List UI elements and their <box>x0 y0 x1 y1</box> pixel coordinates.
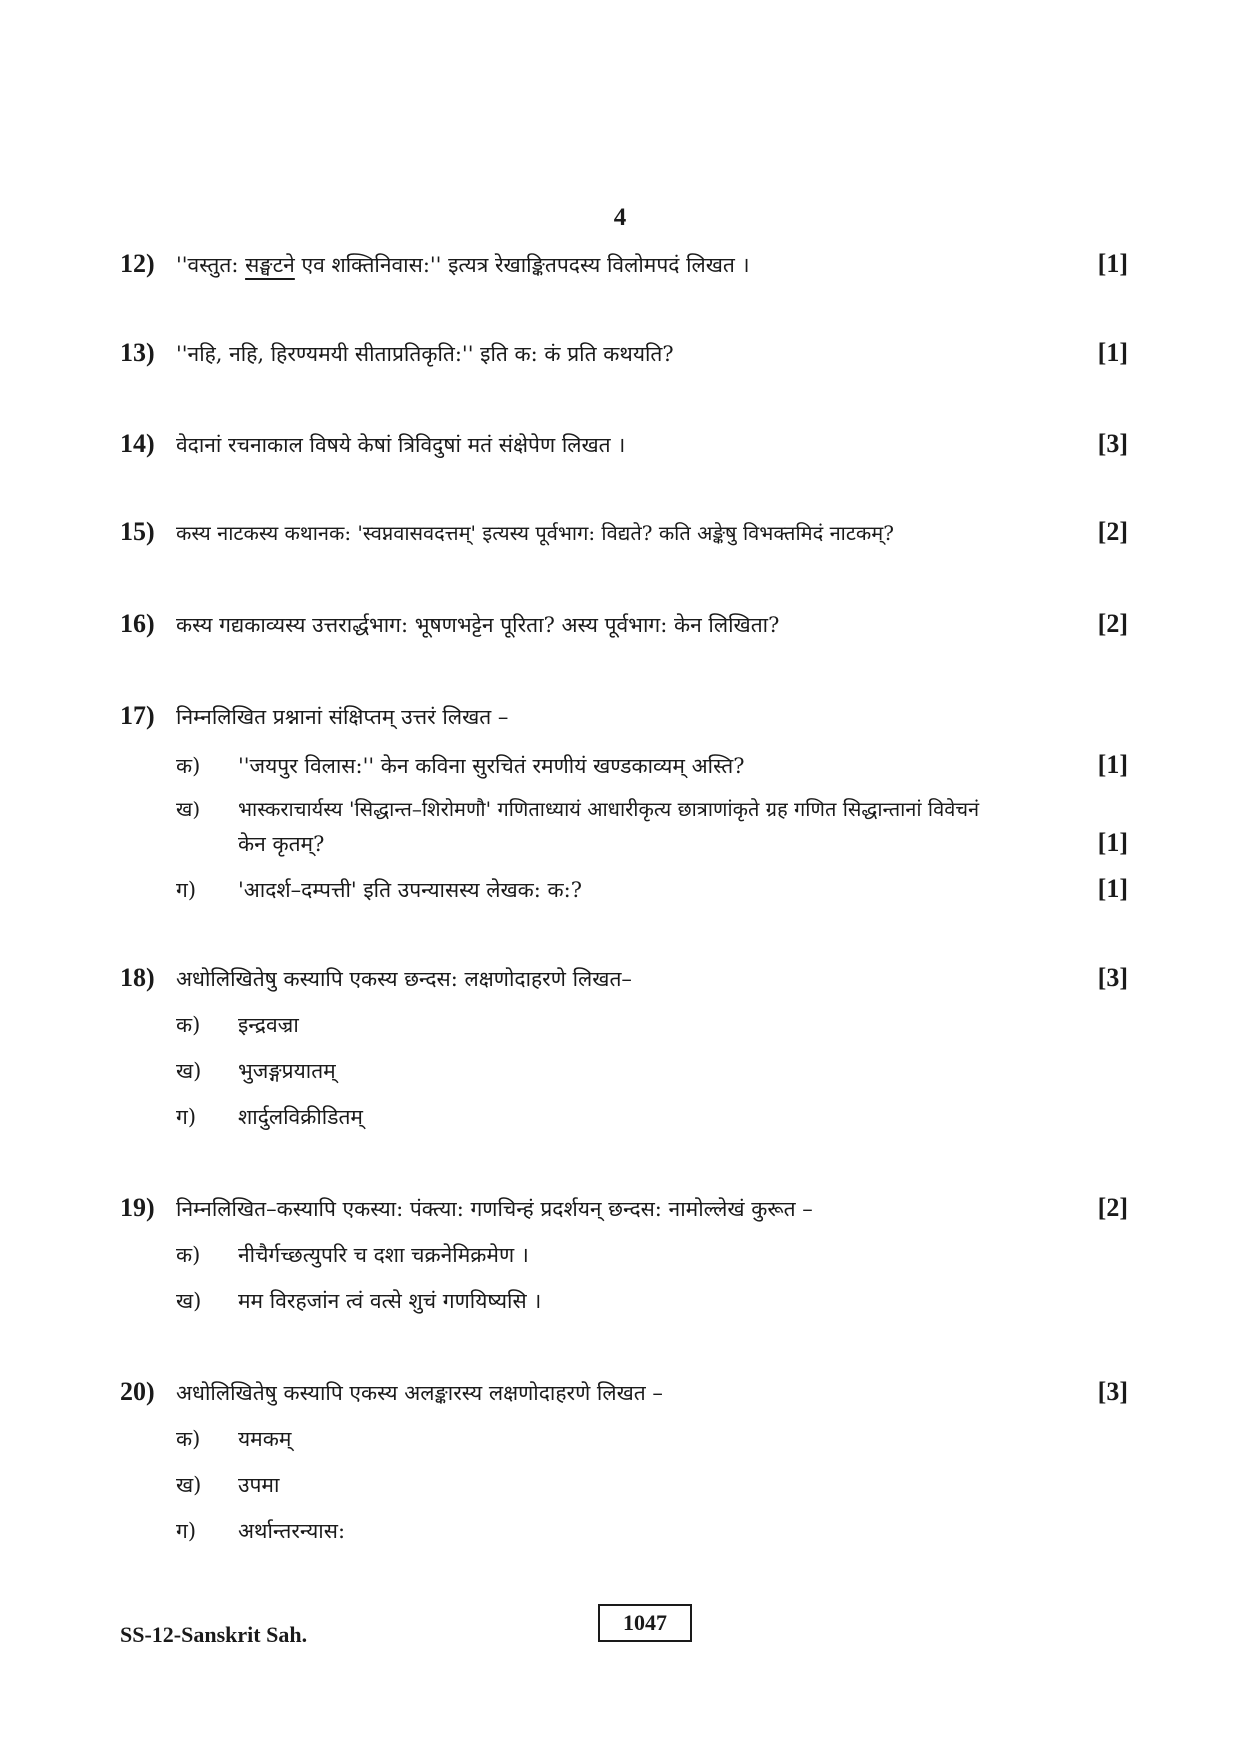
sub-text: उपमा <box>238 1473 280 1497</box>
page-code-box: 1047 <box>598 1604 692 1642</box>
question-text: निम्नलिखित प्रश्नानां संक्षिप्तम् उत्तरं लिखत – <box>176 705 509 729</box>
question-number: 20) <box>120 1377 155 1406</box>
marks: [1] <box>1097 828 1128 857</box>
question-text: कस्य गद्यकाव्यस्य उत्तरार्द्धभाग: भूषणभट्टेन पूरिता? अस्य पूर्वभाग: केन लिखिता? <box>176 613 780 637</box>
marks: [2] <box>1097 609 1128 638</box>
sub-label: ख) <box>176 797 201 821</box>
sub-label: क) <box>176 1243 201 1267</box>
question-number: 17) <box>120 701 155 730</box>
question-13 <box>120 337 1128 370</box>
sub-text: केन कृतम्? <box>238 832 325 856</box>
question-number: 19) <box>120 1193 155 1222</box>
sub-text: 'आदर्श–दम्पत्ती' इति उपन्यासस्य लेखक: क:? <box>238 878 582 902</box>
question-20 <box>120 1376 1128 1409</box>
question-14 <box>120 428 1128 461</box>
sub-text: अर्थान्तरन्यास: <box>238 1519 346 1543</box>
question-number: 18) <box>120 963 155 992</box>
question-text-part: एव शक्तिनिवास:'' इत्यत्र रेखाङ्कितपदस्य विलोमपदं लिखत । <box>294 253 750 277</box>
sub-text: शार्दुलविक्रीडितम् <box>238 1105 363 1129</box>
sub-question <box>176 1054 1128 1088</box>
sub-label: क) <box>176 1013 201 1037</box>
question-text <box>176 249 1088 281</box>
question-15 <box>120 516 1128 549</box>
question-16 <box>120 608 1128 641</box>
marks: [2] <box>1097 517 1128 546</box>
sub-text: इन्द्रवज्रा <box>238 1013 299 1037</box>
question-number: 14) <box>120 429 155 458</box>
question-number: 13) <box>120 338 155 367</box>
sub-label: ख) <box>176 1473 202 1497</box>
underlined-word: सङ्घटने <box>245 253 295 277</box>
sub-question <box>176 1008 1128 1042</box>
page-number: 4 <box>613 204 627 231</box>
sub-label: क) <box>176 754 201 778</box>
question-text: अधोलिखितेषु कस्यापि एकस्य छन्दस: लक्षणोदाहरणे लिखत– <box>176 967 632 991</box>
marks: [1] <box>1097 249 1128 278</box>
sub-label: ख) <box>176 1059 202 1083</box>
question-text: कस्य नाटकस्य कथानक: 'स्वप्नवासवदत्तम्' इत्यस्य पूर्वभाग: विद्यते? कति अङ्केषु विभक्तमिदं नाटकम्? <box>176 521 894 545</box>
sub-label: क) <box>176 1427 201 1451</box>
marks: [3] <box>1097 963 1128 992</box>
paper-code: SS-12-Sanskrit Sah. <box>120 1622 308 1647</box>
question-number: 12) <box>120 249 155 278</box>
sub-text: मम विरहजांन त्वं वत्से शुचं गणयिष्यसि । <box>238 1289 542 1313</box>
sub-label: ग) <box>176 1105 197 1129</box>
sub-question <box>176 792 1128 826</box>
question-text: निम्नलिखित–कस्यापि एकस्या: पंक्त्या: गणचिन्हं प्रदर्शयन् छन्दस: नामोल्लेखं कुरूत – <box>176 1197 813 1221</box>
question-text: वेदानां रचनाकाल विषये केषां त्रिविदुषां मतं संक्षेपेण लिखत । <box>176 433 626 457</box>
question-number: 15) <box>120 517 155 546</box>
sub-question <box>176 1100 1128 1134</box>
sub-label: ख) <box>176 1289 202 1313</box>
sub-question <box>176 1422 1128 1456</box>
marks: [1] <box>1097 750 1128 779</box>
sub-text: ''जयपुर विलास:'' केन कविना सुरचितं रमणीयं खण्डकाव्यम् अस्ति? <box>238 754 745 778</box>
marks: [1] <box>1097 874 1128 903</box>
sub-question <box>176 1284 1128 1318</box>
sub-question-continuation <box>176 826 1128 861</box>
marks: [1] <box>1097 338 1128 367</box>
question-text: ''नहि, नहि, हिरण्यमयी सीताप्रतिकृति:'' इति क: कं प्रति कथयति? <box>176 342 674 366</box>
sub-text: नीचैर्गच्छत्युपरि च दशा चक्रनेमिक्रमेण । <box>238 1243 529 1267</box>
sub-question <box>176 1238 1128 1272</box>
question-19 <box>120 1192 1128 1225</box>
sub-text: यमकम् <box>238 1427 292 1451</box>
sub-question <box>176 872 1128 907</box>
sub-question <box>176 748 1128 783</box>
question-18 <box>120 962 1128 995</box>
question-text-part: ''वस्तुत: <box>176 253 246 277</box>
sub-label: ग) <box>176 1519 197 1543</box>
sub-text: भास्कराचार्यस्य 'सिद्धान्त–शिरोमणौ' गणिताध्यायं आधारीकृत्य छात्राणांकृते ग्रह गणित सिद्धान्तानां विवेचनं <box>238 797 980 821</box>
question-number: 16) <box>120 609 155 638</box>
marks: [2] <box>1097 1193 1128 1222</box>
marks: [3] <box>1097 429 1128 458</box>
sub-question <box>176 1468 1128 1502</box>
question-12 <box>120 248 1128 281</box>
question-text: अधोलिखितेषु कस्यापि एकस्य अलङ्कारस्य लक्षणोदाहरणे लिखत – <box>176 1381 663 1405</box>
sub-label: ग) <box>176 878 197 902</box>
marks: [3] <box>1097 1377 1128 1406</box>
sub-question <box>176 1514 1128 1548</box>
sub-text: भुजङ्गप्रयातम् <box>238 1059 336 1083</box>
question-17 <box>120 700 1128 733</box>
